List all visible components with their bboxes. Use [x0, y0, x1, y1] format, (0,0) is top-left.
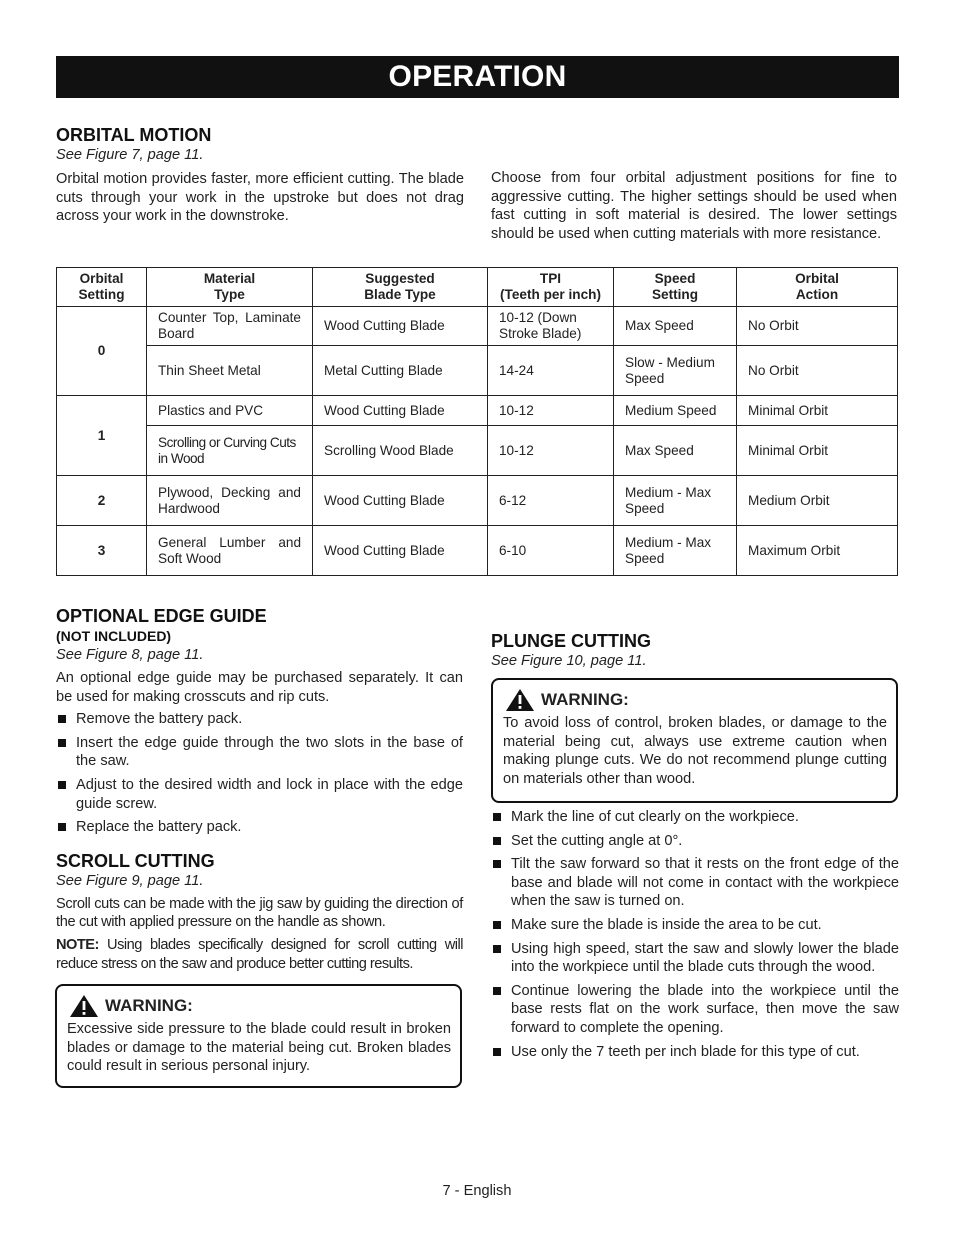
blade-cell: Wood Cutting Blade — [313, 476, 488, 526]
table-header-row — [57, 268, 898, 307]
warning-title: WARNING: — [505, 688, 887, 712]
square-bullet-icon — [58, 781, 66, 789]
header-orbital-action: Orbital Action — [737, 268, 898, 307]
plunge-figure-ref: See Figure 10, page 11. — [491, 653, 647, 669]
square-bullet-icon — [493, 987, 501, 995]
edge-guide-subheading: (NOT INCLUDED) — [56, 628, 172, 644]
setting-cell: 3 — [57, 526, 147, 576]
page-banner: OPERATION — [56, 56, 899, 98]
edge-guide-intro: An optional edge guide may be purchased separately. It can be used for making crosscuts and rip cuts. — [56, 670, 463, 705]
blade-cell: Wood Cutting Blade — [313, 526, 488, 576]
setting-cell: 0 — [57, 307, 147, 396]
list-item: Tilt the saw forward so that it rests on the front edge of the base and blade will not come in contact with the workpiece when the saw is turned on. — [491, 855, 899, 911]
action-cell: Minimal Orbit — [737, 396, 898, 426]
blade-cell: Wood Cutting Blade — [313, 307, 488, 346]
square-bullet-icon — [493, 1048, 501, 1056]
material-cell: Plywood, Decking and Hardwood — [147, 476, 313, 526]
header-orbital-setting: Orbital Setting — [57, 268, 147, 307]
table-row — [57, 476, 898, 526]
material-cell: Thin Sheet Metal — [147, 346, 313, 396]
header-blade-type: Suggested Blade Type — [313, 268, 488, 307]
table-row — [57, 396, 898, 426]
table-row — [57, 426, 898, 476]
table-row — [57, 526, 898, 576]
orbital-settings-table — [56, 267, 898, 576]
tpi-cell: 10-12 (Down Stroke Blade) — [488, 307, 614, 346]
tpi-cell: 6-10 — [488, 526, 614, 576]
warning-text: Excessive side pressure to the blade could result in broken blades or damage to the material being cut. Broken blades could result in serious personal injury. — [67, 1021, 451, 1075]
speed-cell: Max Speed — [614, 307, 737, 346]
material-cell: Counter Top, Laminate Board — [147, 307, 313, 346]
edge-guide-section — [56, 605, 463, 973]
plunge-cutting-heading: PLUNGE CUTTING — [491, 631, 651, 651]
list-item: Make sure the blade is inside the area to be cut. — [491, 916, 899, 935]
scroll-warning-box — [55, 984, 462, 1088]
tpi-cell: 10-12 — [488, 396, 614, 426]
action-cell: No Orbit — [737, 307, 898, 346]
orbital-motion-right — [491, 169, 897, 243]
speed-cell: Medium Speed — [614, 396, 737, 426]
speed-cell: Max Speed — [614, 426, 737, 476]
orbital-motion-section — [56, 124, 464, 226]
square-bullet-icon — [58, 715, 66, 723]
edge-guide-heading: OPTIONAL EDGE GUIDE — [56, 606, 267, 626]
material-cell: Scrolling or Curving Cuts in Wood — [147, 426, 313, 476]
orbital-paragraph-right: Choose from four orbital adjustment positions for fine to aggressive cutting. The higher settings should be used when fast cutting in soft material is desired. The lower settings should be used when cutting materials with more resistance. — [491, 170, 897, 242]
material-cell: Plastics and PVC — [147, 396, 313, 426]
speed-cell: Medium - Max Speed — [614, 476, 737, 526]
warning-text: To avoid loss of control, broken blades, or damage to the material being cut, always use extreme caution when making plunge cuts. We do not recommend plunge cutting on materials other than wood. — [503, 715, 887, 787]
action-cell: Minimal Orbit — [737, 426, 898, 476]
speed-cell: Medium - Max Speed — [614, 526, 737, 576]
square-bullet-icon — [58, 823, 66, 831]
scroll-paragraph: Scroll cuts can be made with the jig saw by guiding the direction of the cut with applied pressure on the handle as shown. — [56, 895, 463, 931]
page-footer: 7 - English — [442, 1183, 512, 1199]
list-item: Remove the battery pack. — [56, 710, 463, 729]
warning-triangle-icon — [505, 688, 535, 712]
material-cell: General Lumber and Soft Wood — [147, 526, 313, 576]
list-item: Insert the edge guide through the two slots in the base of the saw. — [56, 734, 463, 771]
edge-figure-ref: See Figure 8, page 11. — [56, 647, 204, 663]
table-row — [57, 307, 898, 346]
square-bullet-icon — [493, 860, 501, 868]
square-bullet-icon — [58, 739, 66, 747]
list-item: Continue lowering the blade into the workpiece until the base rests flat on the work surface, then move the saw forward to complete the opening. — [491, 982, 899, 1038]
orbital-figure-ref: See Figure 7, page 11. — [56, 147, 204, 163]
edge-guide-steps — [56, 710, 463, 837]
list-item: Mark the line of cut clearly on the workpiece. — [491, 808, 899, 827]
tpi-cell: 14-24 — [488, 346, 614, 396]
action-cell: Maximum Orbit — [737, 526, 898, 576]
warning-triangle-icon — [69, 994, 99, 1018]
header-tpi: TPI (Teeth per inch) — [488, 268, 614, 307]
plunge-warning-box — [491, 678, 898, 803]
scroll-figure-ref: See Figure 9, page 11. — [56, 872, 204, 889]
square-bullet-icon — [493, 921, 501, 929]
plunge-steps-container — [491, 808, 899, 1061]
scroll-cutting-heading: SCROLL CUTTING — [56, 850, 215, 871]
warning-title: WARNING: — [69, 994, 451, 1018]
orbital-motion-heading: ORBITAL MOTION — [56, 125, 212, 145]
square-bullet-icon — [493, 837, 501, 845]
scroll-note: NOTE: Using blades specifically designed for scroll cutting will reduce stress on the saw and produce better cutting results. — [56, 936, 463, 972]
action-cell: No Orbit — [737, 346, 898, 396]
setting-cell: 1 — [57, 396, 147, 476]
blade-cell: Metal Cutting Blade — [313, 346, 488, 396]
header-speed-setting: Speed Setting — [614, 268, 737, 307]
setting-cell: 2 — [57, 476, 147, 526]
orbital-paragraph-left: Orbital motion provides faster, more efficient cutting. The blade cuts through your work in the upstroke but does not drag across your work in the downstroke. — [56, 171, 464, 225]
tpi-cell: 6-12 — [488, 476, 614, 526]
blade-cell: Wood Cutting Blade — [313, 396, 488, 426]
list-item: Use only the 7 teeth per inch blade for this type of cut. — [491, 1043, 899, 1062]
tpi-cell: 10-12 — [488, 426, 614, 476]
header-material-type: Material Type — [147, 268, 313, 307]
square-bullet-icon — [493, 813, 501, 821]
list-item: Using high speed, start the saw and slowly lower the blade into the workpiece until the blade cuts through the wood. — [491, 940, 899, 977]
plunge-steps — [491, 808, 899, 1061]
note-label: NOTE: — [56, 936, 99, 953]
action-cell: Medium Orbit — [737, 476, 898, 526]
list-item: Adjust to the desired width and lock in place with the edge guide screw. — [56, 776, 463, 813]
plunge-cutting-section — [491, 630, 899, 671]
list-item: Replace the battery pack. — [56, 818, 463, 837]
table-row — [57, 346, 898, 396]
blade-cell: Scrolling Wood Blade — [313, 426, 488, 476]
list-item: Set the cutting angle at 0°. — [491, 832, 899, 851]
square-bullet-icon — [493, 945, 501, 953]
speed-cell: Slow - Medium Speed — [614, 346, 737, 396]
